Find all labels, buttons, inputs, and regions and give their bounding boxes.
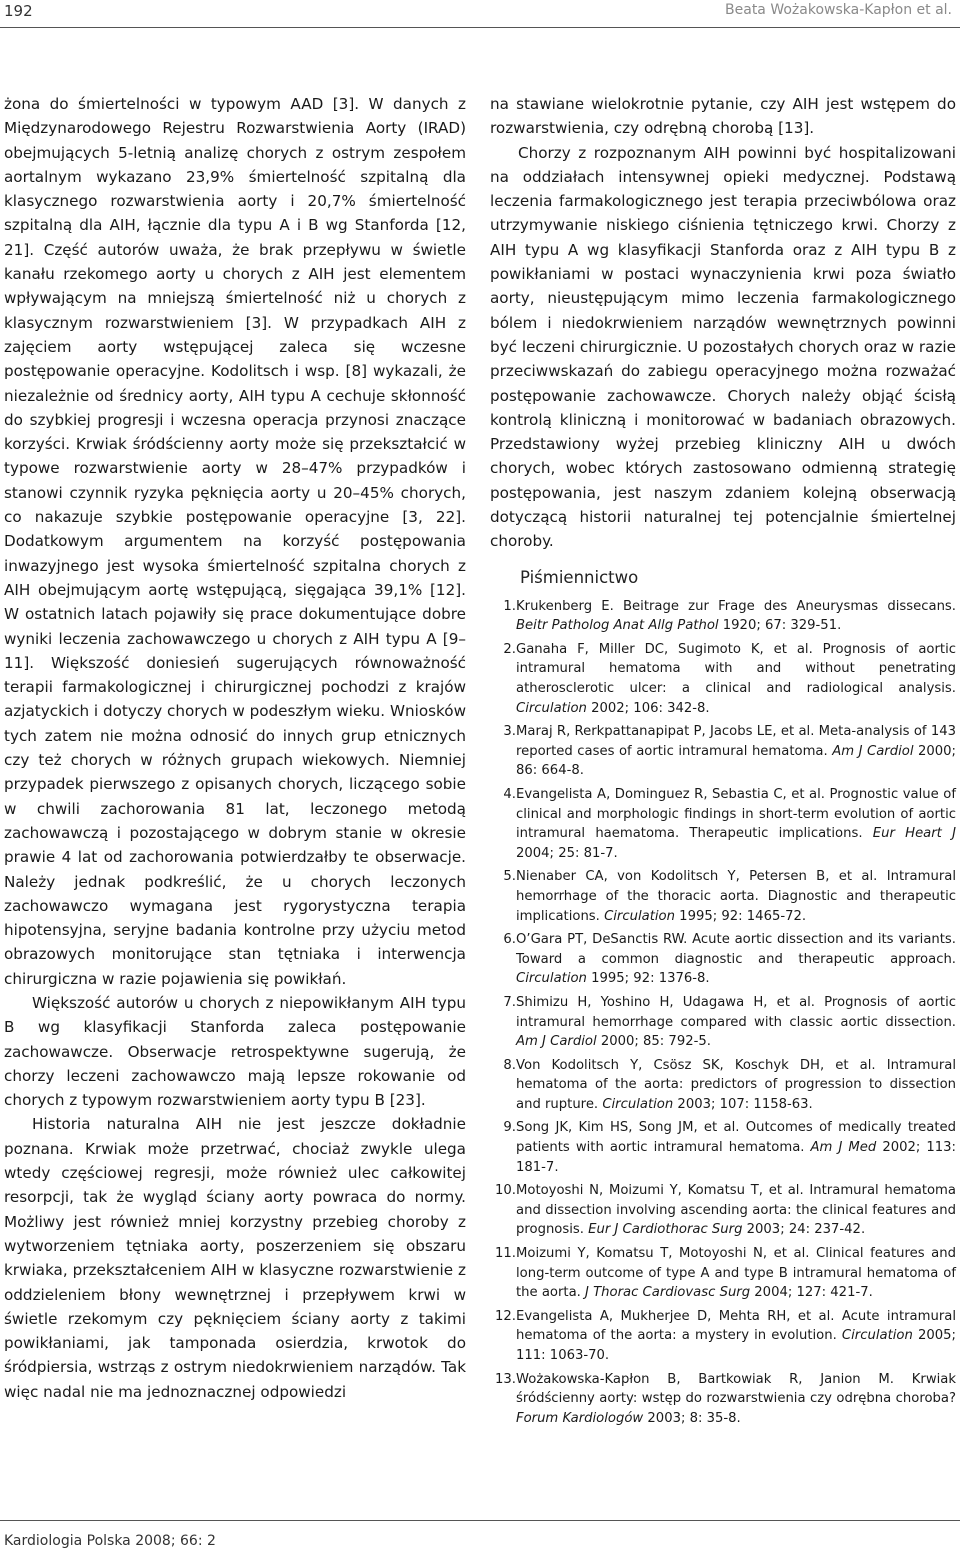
- references-heading: Piśmiennictwo: [520, 567, 639, 587]
- reference-number: 7.: [503, 994, 516, 1010]
- reference-text: Motoyoshi N, Moizumi Y, Komatsu T, et al. Intramural hematoma and dissection involving ascending aorta: the clinical features and prognosis.: [516, 1183, 956, 1238]
- reference-number: 11.: [495, 1246, 516, 1262]
- reference-text: Song JK, Kim HS, Song JM, et al. Outcomes of medically treated patients with aortic intramural hematoma.: [516, 1120, 956, 1156]
- reference-journal: J Thorac Cardiovasc Surg: [585, 1285, 751, 1301]
- reference-text: Moizumi Y, Komatsu T, Motoyoshi N, et al. Clinical features and long-term outcome of type A and type B intramural hematoma of the aorta.: [516, 1246, 956, 1301]
- reference-citation: 2003; 107: 1158-63.: [673, 1096, 813, 1112]
- reference-citation: 2004; 127: 421-7.: [750, 1285, 873, 1301]
- reference-journal: Circulation: [604, 908, 675, 924]
- reference-item: [490, 785, 956, 863]
- reference-item: [490, 1370, 956, 1429]
- reference-text: Maraj R, Rerkpattanapipat P, Jacobs LE, et al. Meta-analysis of 143 reported cases of aortic intramural hematoma.: [516, 724, 956, 759]
- reference-item: [490, 640, 956, 718]
- reference-citation: 2004; 25: 81-7.: [516, 845, 618, 861]
- reference-citation: 1995; 92: 1465-72.: [674, 908, 807, 924]
- reference-citation: 2003; 24: 237-42.: [742, 1222, 866, 1238]
- left-column: [4, 92, 466, 1404]
- reference-citation: 2002; 106: 342-8.: [586, 700, 710, 716]
- right-column: [490, 92, 956, 1432]
- page-header: [0, 0, 960, 40]
- reference-citation: 2000; 86: 664-8.: [516, 743, 956, 779]
- reference-journal: Eur J Cardiothorac Surg: [588, 1222, 743, 1238]
- reference-item: [490, 1118, 956, 1177]
- reference-number: 8.: [503, 1057, 516, 1073]
- body-paragraph: Większość autorów u chorych z niepowikłanym AIH typu B wg klasyfikacji Stanforda zaleca postępowanie zachowawcze. Obserwacje retrospektywne sugerują, że chorzy leczeni zachowawczo mają lepsze rokowanie od chorych z typowym rozwarstwieniem aorty typu B [23].: [4, 993, 466, 1110]
- reference-item: [490, 1056, 956, 1115]
- reference-number: 6.: [503, 932, 516, 948]
- reference-item: [490, 597, 956, 636]
- reference-journal: Circulation: [841, 1328, 913, 1344]
- reference-text: O’Gara PT, DeSanctis RW. Acute aortic dissection and its variants. Toward a common diagnostic and therapeutic approach.: [516, 932, 956, 967]
- reference-item: [490, 993, 956, 1052]
- reference-text: Von Kodolitsch Y, Csösz SK, Koschyk DH, et al. Intramural hematoma of the aorta: predictors of progression to dissection and rupture.: [516, 1057, 956, 1112]
- header-rule: [0, 27, 960, 28]
- reference-text: Evangelista A, Mukherjee D, Mehta RH, et al. Acute intramural hematoma of the aorta: a mystery in evolution.: [516, 1308, 956, 1344]
- reference-number: 1.: [503, 598, 516, 614]
- body-paragraph: Chorzy z rozpoznanym AIH powinni być hospitalizowani na oddziałach intensywnej opieki medycznej. Podstawą leczenia farmakologicznego jest terapia przeciwbólowa oraz utrzymywanie niskiego ciśnienia tętniczego krwi. Chorzy z AIH typu A wg klasyfikacji Stanforda oraz z AIH typu B z powikłaniami w postaci wynaczynienia krwi poza światło aorty, nieustępującym mimo leczenia farmakologicznego bólem i niedokrwieniem narządów wewnętrznych powinni być leczeni chirurgicznie. U pozostałych chorych oraz w razie przeciwwskazań do zabiegu operacyjnego można rozważać postępowanie zachowawcze. Chorych należy objąć ścisłą kontrolą kliniczną i monitorować w badaniach obrazowych. Przedstawiony wyżej przebieg kliniczny AIH u dwóch chorych, wobec których zastosowano odmienną strategię postępowania, jest naszym zdaniem kolejną obserwacją dotyczącą historii naturalnej tej potencjalnie śmiertelnej choroby.: [490, 143, 956, 551]
- reference-text: Evangelista A, Dominguez R, Sebastia C, et al. Prognostic value of clinical and morphologic findings in short-term evolution of aortic intramural haematoma. Therapeutic implications.: [516, 786, 956, 842]
- page-number: 192: [4, 2, 33, 20]
- reference-item: [490, 722, 956, 781]
- reference-journal: Am J Med: [810, 1140, 877, 1156]
- reference-list: [490, 597, 956, 1429]
- reference-journal: Circulation: [516, 971, 587, 987]
- reference-number: 5.: [503, 869, 516, 885]
- reference-text: Krukenberg E. Beitrage zur Frage des Aneurysmas dissecans.: [516, 598, 956, 614]
- reference-item: [490, 1181, 956, 1240]
- body-paragraph: Historia naturalna AIH nie jest jeszcze dokładnie poznana. Krwiak może przetrwać, chociaż zwykle ulega wtedy częściowej regresji, może również ulec całkowitej resorpcji, tak że wygląd ściany aorty powraca do normy. Możliwy jest również mniej korzystny przebieg choroby z wytworzeniem tętniaka aorty, poszerzeniem się obszaru krwiaka, przekształceniem AIH w klasyczne rozwarstwienie z oddzieleniem błony wewnętrznej i przepływem krwi w świetle rzekomym czy pęknięciem ściany aorty z takimi powikłaniami, jak tamponada osierdzia, krwotok do śródpiersia, wstrząs z ostrym niedokrwieniem narządów. Tak więc nadal nie ma jednoznacznej odpowiedzi: [4, 1115, 466, 1401]
- reference-number: 2.: [503, 641, 516, 657]
- reference-text: Nienaber CA, von Kodolitsch Y, Petersen B, et al. Intramural hemorrhage of the thoracic aorta. Diagnostic and therapeutic implications.: [516, 869, 956, 924]
- reference-citation: 1920; 67: 329-51.: [718, 618, 842, 634]
- reference-number: 3.: [503, 724, 516, 740]
- reference-journal: Circulation: [602, 1096, 674, 1112]
- body-paragraph: żona do śmiertelności w typowym AAD [3]. W danych z Międzynarodowego Rejestru Rozwarstwienia Aorty (IRAD) obejmujących 5-letnią analizę chorych z ostrym zespołem aortalnym wykazano 23,9% śmiertelność szpitalną dla klasycznego rozwarstwienia aorty i 20,7% śmiertelność szpitalną dla AIH, łącznie dla typu A i B wg Stanforda [12, 21]. Część autorów uważa, że brak przepływu w świetle kanału rzekomego aorty u chorych z AIH jest elementem wpływającym na mniejszą śmiertelność niż u chorych z klasycznym rozwarstwieniem [3]. W przypadkach AIH z zajęciem aorty wstępującej zaleca się wczesne postępowanie operacyjne. Kodolitsch i wsp. [8] wykazali, że niezależnie od średnicy aorty, AIH typu A cechuje skłonność do szybkiej progresji i wczesna operacja przynosi znaczące korzyści. Krwiak śródścienny aorty może się przekształcić w typowe rozwarstwienie aorty w 28–47% przypadków i stanowi czynnik ryzyka pęknięcia aorty u 20–45% chorych, co nakazuje szybkie postępowanie operacyjne [3, 22]. Dodatkowym argumentem na korzyść postępowania inwazyjnego jest wysoka śmiertelność szpitalna chorych z AIH obejmującym aortę wstępującą, sięgająca 39,1% [12]. W ostatnich latach pojawiły się prace dokumentujące dobre wyniki leczenia zachowawczego u chorych z AIH typu A [9–11]. Większość doniesień sugerujących równoważność terapii farmakologicznej i chirurgicznej pochodzi z krajów azjatyckich i dotyczy chorych w podeszłym wieku. Wniosków tych zatem nie można odnosić do innych grup etnicznych czy też chorych w różnych grupach wiekowych. Niemniej przypadek pierwszego z opisanych chorych, liczącego sobie w chwili zachorowania 81 lat, leczonego metodą zachowawczą i pozostającego w dobrym stanie w okresie prawie 4 lat od zachorowania potwierdzałby te obserwacje. Należy jednak podkreślić, że u chorych leczonych zachowawczo wymagana jest rygorystyczna terapia hipotensyjna, seryjne badania kontrolne przy użyciu metod obrazowych monitorujące stan tętniaka i interwencja chirurgiczna w razie pojawienia się powikłań.: [4, 95, 466, 988]
- reference-journal: Circulation: [516, 700, 587, 716]
- reference-citation: 1995; 92: 1376-8.: [586, 971, 710, 987]
- reference-number: 12.: [495, 1308, 516, 1324]
- reference-number: 9.: [503, 1120, 516, 1136]
- journal-footer: Kardiologia Polska 2008; 66: 2: [4, 1533, 216, 1549]
- reference-citation: 2005; 111: 1063-70.: [516, 1328, 956, 1364]
- reference-item: [490, 1244, 956, 1303]
- reference-citation: 2003; 8: 35-8.: [643, 1410, 741, 1426]
- reference-journal: Am J Cardiol: [832, 743, 914, 759]
- reference-number: 10.: [495, 1183, 516, 1199]
- body-paragraph: na stawiane wielokrotnie pytanie, czy AIH jest wstępem do rozwarstwienia, czy odrębną chorobą [13].: [490, 95, 956, 138]
- reference-number: 13.: [495, 1371, 516, 1387]
- reference-journal: Eur Heart J: [872, 826, 957, 842]
- reference-citation: 2000; 85: 792-5.: [596, 1034, 711, 1050]
- footer-rule: [0, 1520, 960, 1521]
- reference-number: 4.: [503, 786, 516, 802]
- reference-text: Ganaha F, Miller DC, Sugimoto K, et al. Prognosis of aortic intramural hematoma with and without penetrating atherosclerotic ulcer: a clinical and radiological analysis.: [516, 641, 956, 697]
- reference-text: Wożakowska-Kapłon B, Bartkowiak R, Janion M. Krwiak śródścienny aorty: wstęp do rozwarstwienia czy odrębna choroba?: [516, 1371, 956, 1407]
- reference-item: [490, 867, 956, 926]
- reference-citation: 2002; 113: 181-7.: [516, 1140, 956, 1175]
- reference-journal: Beitr Patholog Anat Allg Pathol: [516, 618, 719, 634]
- reference-journal: Am J Cardiol: [516, 1034, 597, 1050]
- reference-item: [490, 930, 956, 989]
- reference-journal: Forum Kardiologów: [516, 1410, 644, 1426]
- running-head-authors: Beata Wożakowska-Kapłon et al.: [725, 2, 952, 18]
- reference-text: Shimizu H, Yoshino H, Udagawa H, et al. Prognosis of aortic intramural hemorrhage compared with classic aortic dissection.: [516, 994, 956, 1030]
- reference-item: [490, 1307, 956, 1366]
